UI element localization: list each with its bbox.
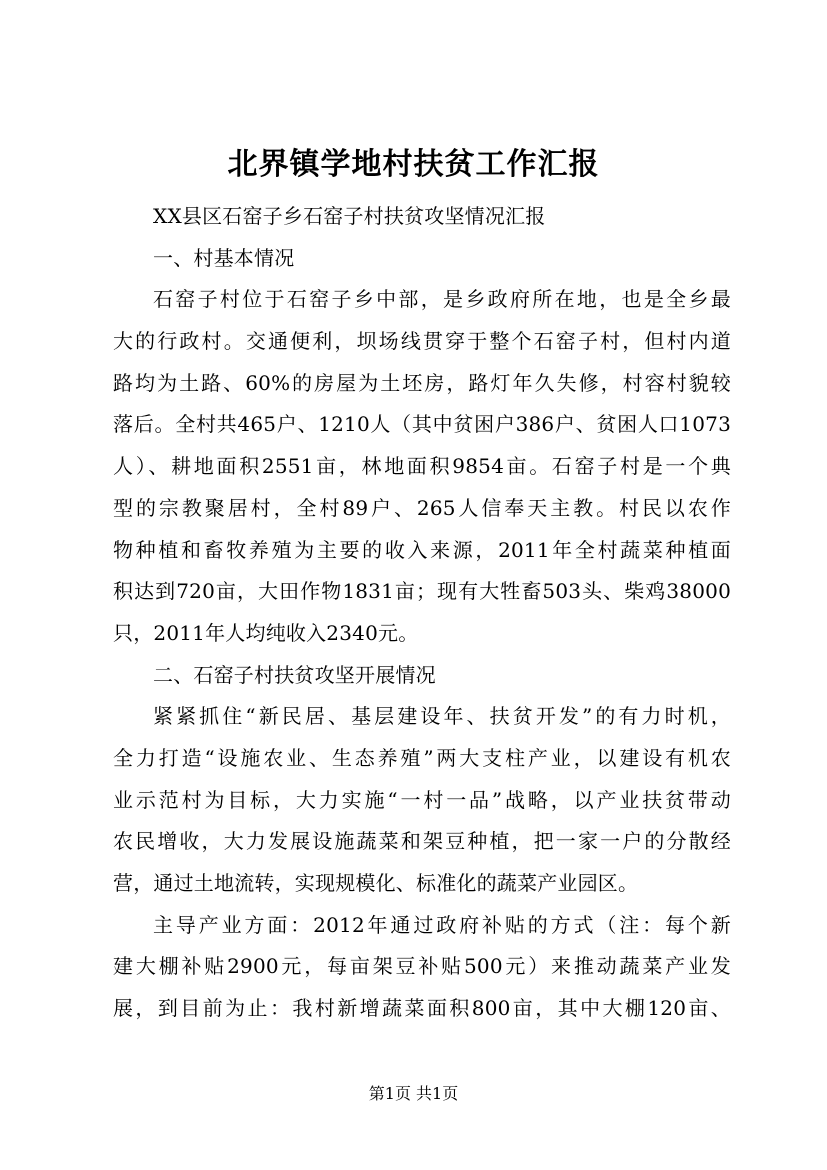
text-line: 紧紧抓住“新民居、基层建设年、扶贫开发”的有力时机， bbox=[153, 704, 731, 729]
text-line: 二、石窑子村扶贫攻坚开展情况 bbox=[153, 662, 436, 687]
text-line: 全力打造“设施农业、生态养殖”两大支柱产业，以建设有机农 bbox=[113, 745, 731, 770]
text-line: 物种植和畜牧养殖为主要的收入来源，2011年全村蔬菜种植面 bbox=[113, 537, 731, 562]
text-line: 积达到720亩，大田作物1831亩；现有大牲畜503头、柴鸡38000 bbox=[113, 579, 731, 604]
text-line: 农民增收，大力发展设施蔬菜和架豆种植，把一家一户的分散经 bbox=[113, 829, 731, 854]
text-line: 石窑子村位于石窑子乡中部，是乡政府所在地，也是全乡最 bbox=[153, 287, 731, 312]
text-line: 一、村基本情况 bbox=[153, 245, 295, 270]
text-line: 展，到目前为止：我村新增蔬菜面积800亩，其中大棚120亩、 bbox=[113, 996, 731, 1021]
document-title: 北界镇学地村扶贫工作汇报 bbox=[227, 147, 600, 182]
text-line: XX县区石窑子乡石窑子村扶贫攻坚情况汇报 bbox=[153, 204, 546, 228]
text-line: 大的行政村。交通便利，坝场线贯穿于整个石窑子村，但村内道 bbox=[113, 329, 731, 354]
text-line: 人）、耕地面积2551亩，林地面积9854亩。石窑子村是一个典 bbox=[113, 454, 731, 479]
document-body bbox=[113, 196, 731, 1030]
text-line: 型的宗教聚居村，全村89户、265人信奉天主教。村民以农作 bbox=[113, 495, 731, 520]
page-footer: 第1页 共1页 bbox=[368, 1084, 459, 1103]
text-line: 业示范村为目标，大力实施“一村一品”战略，以产业扶贫带动 bbox=[113, 787, 731, 812]
text-line: 路均为土路、60%的房屋为土坯房，路灯年久失修，村容村貌较 bbox=[113, 370, 731, 395]
text-line: 建大棚补贴2900元，每亩架豆补贴500元）来推动蔬菜产业发 bbox=[113, 954, 731, 979]
text-line: 营，通过土地流转，实现规模化、标准化的蔬菜产业园区。 bbox=[113, 871, 639, 895]
text-line: 只，2011年人均纯收入2340元。 bbox=[113, 620, 419, 645]
text-line: 主导产业方面：2012年通过政府补贴的方式（注：每个新 bbox=[153, 912, 731, 937]
text-line: 落后。全村共465户、1210人（其中贫困户386户、贫困人口1073 bbox=[113, 412, 731, 437]
